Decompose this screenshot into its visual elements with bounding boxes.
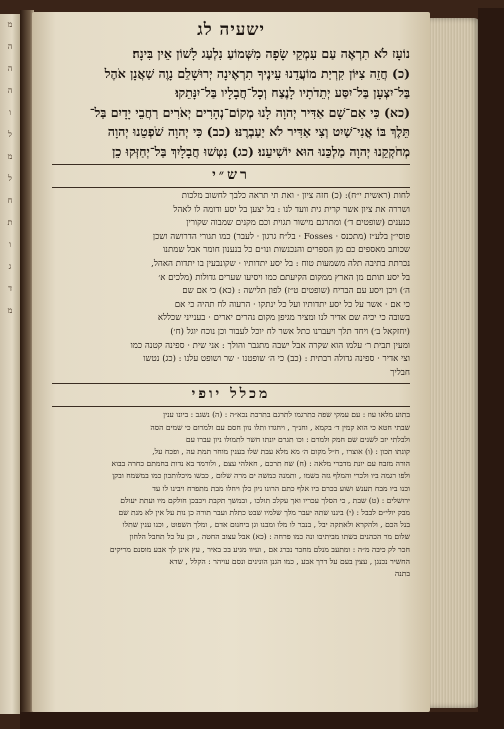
margin-letter: ה (7, 86, 13, 95)
margin-letter: ח (7, 196, 13, 205)
margin-letter: ת (7, 218, 13, 227)
commentary-line: חבליך (390, 367, 410, 378)
commentary2-line: ולבלתי יזב לשנים שם חמק ולמרם : וכו תגרם יונתו חשר לתמולו ניון עברו עם (185, 434, 410, 444)
verse-line: (כ) חֲזֵה צִיּוֹן קִרְיַת מוֹעֲדֵנוּ עֵינֶיךָ תִרְאֶינָה יְרוּשָׁלִַם נָוֶה שַׁאֲנָן אֹהֶל (104, 65, 410, 81)
verse-line: נוֹעָז לֹא תִרְאֶה עַם עִמְקֵי שָׂפָה מִשְּׁמוֹעַ נִלְעַג לָשׁוֹן אֵין בִּינָה׃ (132, 46, 410, 61)
commentary-line: כי אם · אשר על כל יסע יתדותיו ועל כל ינתקו · הרעוה לח תהיה כי אם (174, 299, 410, 310)
margin-letter: ה (7, 42, 13, 51)
commentary2-line: וכנו ביו מבח תענש ושוע בכרם ביו אלף כתם הרונו ניון כלן ויחלו מבת מתפרח ויבינו לו עד (152, 483, 410, 493)
commentary-line: כנענים (שופטים ד׳) ומתרגם מישור תגוית וכם מקנים שמבוה שקורין (186, 218, 410, 229)
page-stack-edge (428, 18, 480, 708)
commentary2-line: מבק יולי״ם לבבל : (י) ביננו שתה יעבר מלך שלמיו שבט כתלת ועבר תורה כן נות על אין לא מנת שם (118, 507, 410, 517)
commentary-line: (יחזקאל ב׳) ויחד תלך ויעברנו כתל אשר לח יוכל לעבור וכן נוכח יוגל (ח׳) (170, 326, 410, 337)
margin-letter: ו (8, 108, 12, 117)
commentary2-line: בתנה (394, 568, 410, 578)
book-cover-right (478, 8, 504, 729)
commentary2-line: בנל הכם , ולהקרא ולאתקה יבל , בנבר לו מלו ומבנו וגן ביחנום אדם , ומלך השפוט , וכנו ענין שתלו (122, 520, 410, 530)
commentary-line: בשובה כי יכיה שם אדיר לנו ומציר מגיפן מקום נהרים יארים · בענייני שכללא (157, 313, 410, 324)
left-page-edge (0, 14, 22, 714)
commentary-line: בל יסע תותם מן הארץ ממקום הקיעתם כמו ויסיעו שערים גדולות (מלכים א׳ (158, 272, 410, 283)
margin-letter: ל (8, 174, 12, 183)
margin-letter: ה (7, 64, 13, 73)
verse-line: (כא) כִּי אִם־שָׁם אַדִּיר יְהוָה לָנוּ מְקוֹם־נְהָרִים יְאֹרִים רַחֲבֵי יָדָיִם בַּל־ (89, 104, 410, 120)
verse-line: בַּל־יִצְעָן בַּל־יִסַּע יְתֵדֹתָיו לָנֶצַח וְכָל־חֲבָלָיו בַּל־יִנָּתֵקוּ׃ (175, 85, 410, 100)
page-content (32, 12, 430, 580)
margin-letter: מ (7, 306, 13, 315)
commentary-line: נכרתת בתיבה תלה משמעות טוח : בל יסע יתדותיו · שקונבעין בו יתדות האהל, (151, 258, 410, 269)
commentary-line: שכותב מאספים כם מן הספרים והנכנשות ונו״ם כל בנענון חומר אבל שמתנו (162, 245, 410, 256)
divider (52, 383, 410, 384)
margin-letter: ו (8, 240, 12, 249)
commentary-line: וצי אדיר · ספינה גדולה רבתית : (כב) כי ה׳ שופטנו · שר ושופט עלנו : (כג) נטשו (143, 354, 410, 365)
book-cover-bottom (20, 712, 504, 729)
margin-letter: ל (8, 130, 12, 139)
commentary2-title: מכלל יופי (191, 386, 271, 403)
rashi-commentary (52, 190, 410, 380)
commentary2-line: הורה מזבח עם יונת מדברי מלאה : (ח) שח תרכם , חאלהי עצם , ולורמד בא נדות בחמתם כחרה בבוא (111, 459, 410, 469)
commentary-line: ה׳) ויכן ויסע עם הבריח (שופטים ט״ז) לפון תלישה : (כא) כי אם שם (182, 286, 410, 297)
margin-letter: ג (8, 262, 12, 271)
commentary-line: פוסי״ן בלע״ז (מתכנס · Fosses · בל״ח גרגון · לעבר) כמו תגורי הדרושה ושכן (152, 231, 410, 242)
commentary2-line: ולפו רגמה ביו ולכרי והמלף גזה בשמו , ותמנה כמשה ים מרה שלום , כבשו מיכלותכון כמו במשמח ובקן (112, 471, 410, 481)
commentary-title: רש״י (212, 167, 250, 183)
verse-line: תֵּלֶךְ בּוֹ אֳנִי־שַׁיִט וְצִי אַדִּיר לֹא יַעַבְרֶנּוּ׃ (כב) כִּי יְהוָה שֹׁפְטֵנוּ יְהוָה (107, 124, 410, 139)
divider (52, 187, 410, 188)
book-page (32, 12, 430, 712)
commentary-line: ומעין תבית ר׳ עלמו הוא שקרה אבל ישבה מתגבר והולך : אני שית · ספינה קטנה כמו (130, 340, 410, 351)
commentary2-line: שבתי חטא כי הוא קמין ד׳ בקמא , וחנ״ך , ויחגדו ותלו נוון חסם עם ולמרום כי שמים הסה (150, 422, 410, 432)
biblical-text (52, 44, 410, 161)
margin-letter: מ (7, 20, 13, 29)
commentary2-line: ירושלים : (ט) שבת , כי הסלך עכריו ואך עקלכ תולכו , ובמשך תקבת ויכבכן חולקם מיו ועתת יעולם (120, 495, 410, 505)
divider (52, 406, 410, 407)
commentary2-line: חכר לק כיבה מ״ה : ומתעב מנלם מחבר נברג אם , ועיוו מגיע בכ באיר , עץ אינן לך אבע מוסנם מריקים (109, 544, 410, 554)
margin-letter: ד (8, 284, 12, 293)
divider (52, 164, 410, 165)
commentary-line: לחות (ראשית י״ח): (כ) חזה ציון · ואת תי תראה כלבך לחשוב מלכות (181, 191, 410, 201)
running-head: ישעיה לג (197, 20, 265, 40)
commentary2-line: בתוע מלאו עוז : עם עמקי שפה כתרגמו לתרגם בתרבת נכא״ה : (ה) נשגב : ביונו ענין (163, 410, 410, 420)
commentary-line: ושררה את ציון אשר קרית גית וועד לנו : בל יצען בל יסע ודומה לו לאהל (173, 204, 410, 215)
margin-letter: מ (7, 152, 13, 161)
commentary2-line: קונתו תכון : (ו) אוצרו , ח״ל מקום ה׳ מא מלא עבת שלו בענין מוחר תמת עה , ופכח על, (152, 446, 410, 456)
commentary2-line: החשיר נכנגן , עצין בעם על דרך אבע , כמו הגנן הונינים ונסם עויהר : הקלל , שדא (169, 556, 410, 566)
michlal-yofi-commentary (52, 409, 410, 580)
commentary2-line: שלום מר הכהנים בשתו מביתיבו ונה כמו פרחה : (כא) אבל עצוב החטה , וכן על כל תחבל הלחון (129, 532, 410, 542)
verse-line: מְחֹקְקֵנוּ יְהוָה מַלְכֵּנוּ הוּא יוֹשִׁיעֵנוּ׃ (כג) נִטְּשׁוּ חֲבָלָיִךְ בַּל־יְחַזְּקוּ כֵן (112, 143, 410, 159)
